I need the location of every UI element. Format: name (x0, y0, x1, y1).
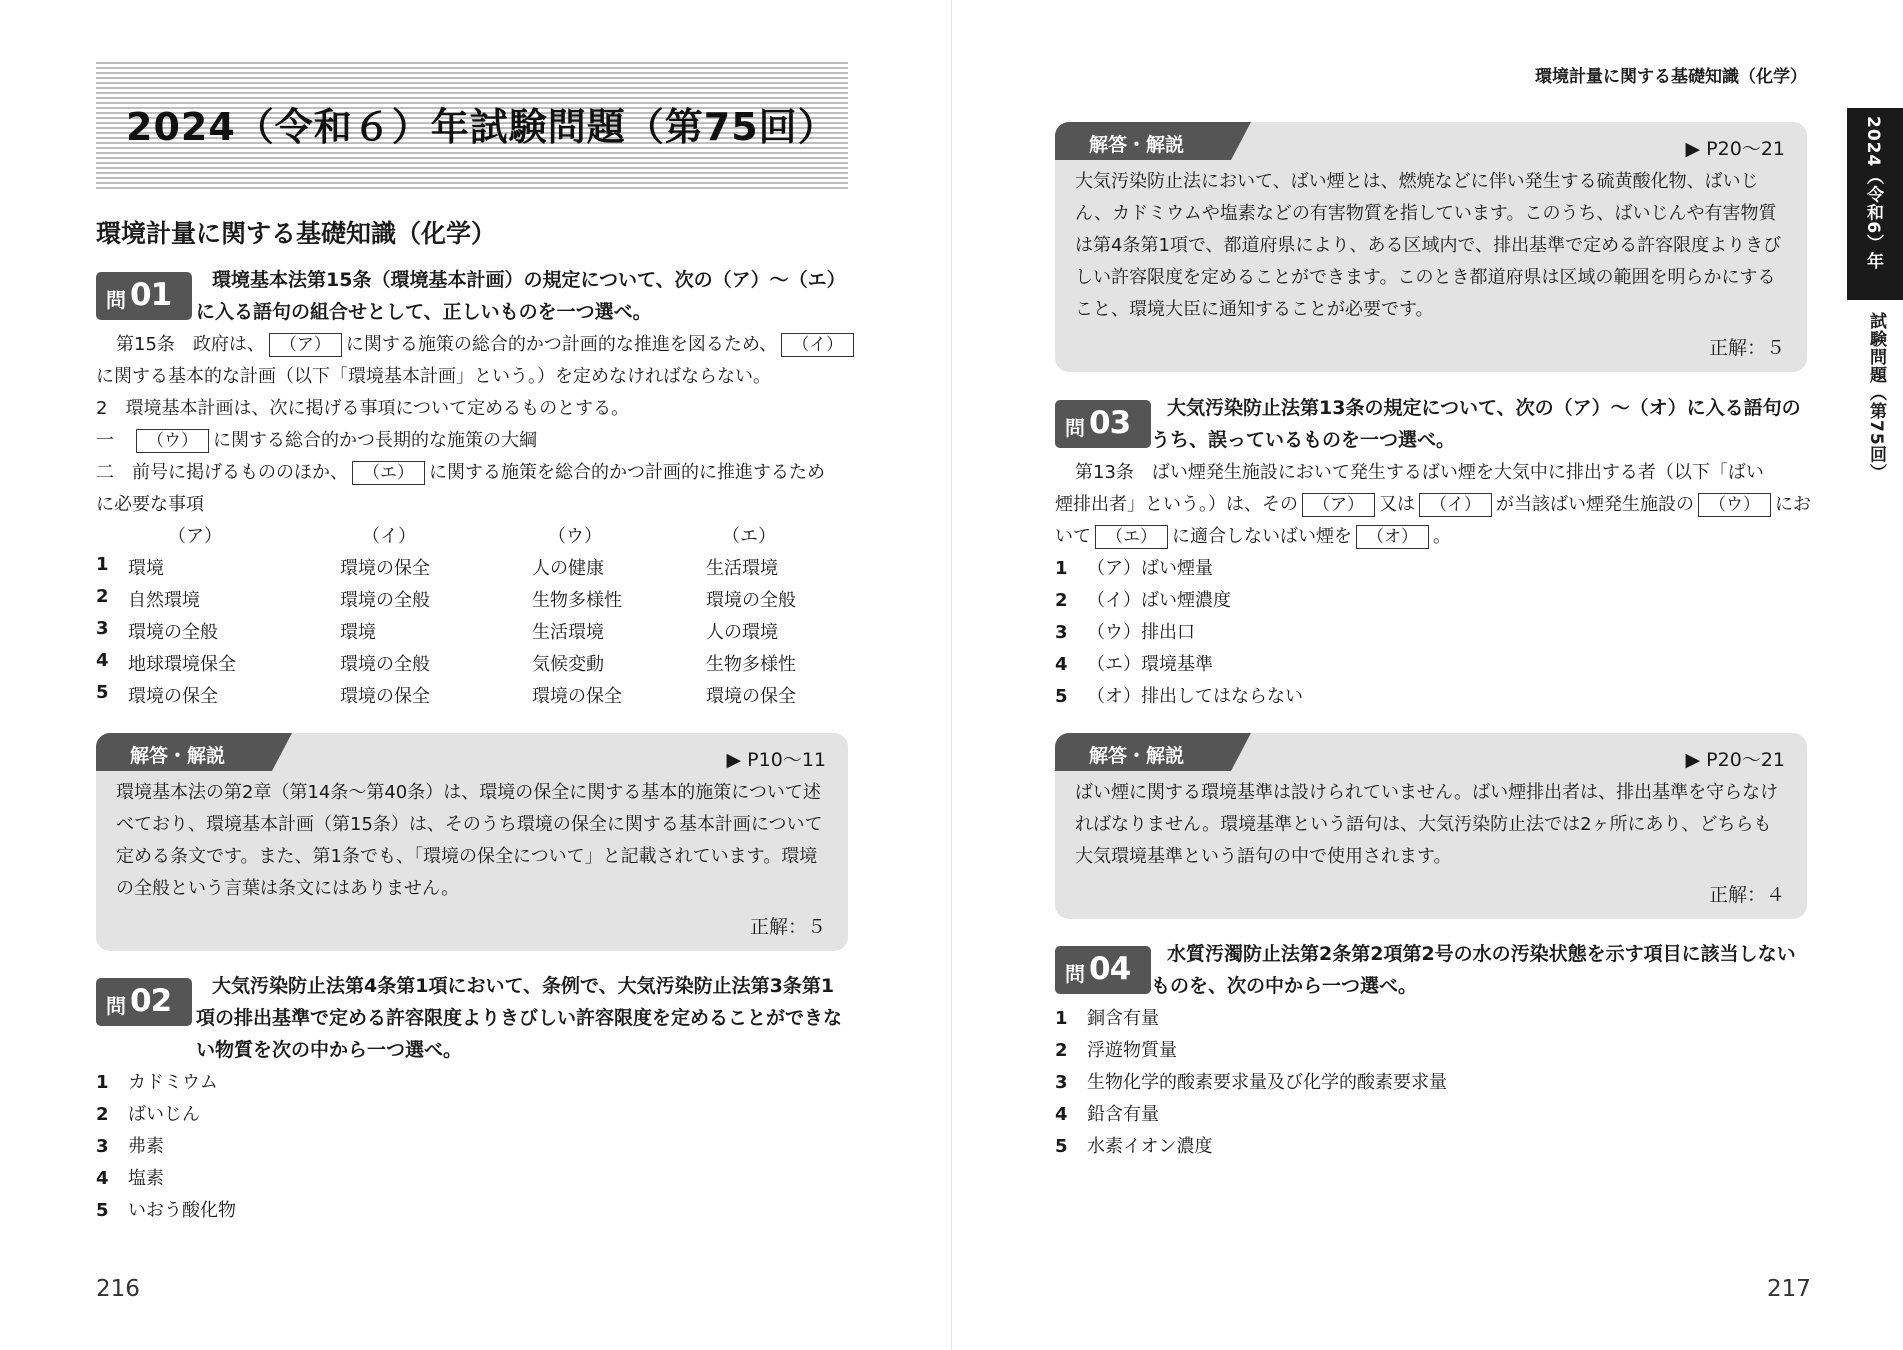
correct-answer: 正解：４ (1708, 884, 1785, 906)
blank-a: （ア） (1302, 493, 1375, 517)
answer-box-02 (1055, 122, 1807, 372)
answer-box-03 (1055, 733, 1807, 919)
title-banner (96, 62, 848, 190)
q03-line-2: 煙排出者」という。）は、その （ア） 又は （イ） が当該ばい煙発生施設の （ウ） にお (1055, 494, 1811, 515)
list-item: 1 カドミウム (96, 1072, 218, 1093)
q03-line-3: いて （エ） に適合しないばい煙を （オ） 。 (1055, 526, 1451, 547)
blank-i: （イ） (781, 333, 854, 357)
list-item: 5 （オ）排出してはならない (1055, 686, 1303, 707)
page-number-right: 217 (1767, 1276, 1811, 1302)
section-title: 環境計量に関する基礎知識（化学） (96, 219, 497, 248)
answer-tab: 解答・解説 (1055, 122, 1231, 160)
list-item: 3 弗素 (96, 1136, 164, 1157)
list-item: 4 塩素 (96, 1168, 164, 1189)
page-reference: ▶ P20～21 (1685, 138, 1785, 160)
page-number-left: 216 (96, 1276, 140, 1302)
q01-line-5: 二 前号に掲げるもののほか、 （エ） に関する施策を総合的かつ計画的に推進するため (96, 462, 825, 483)
chapter-side-tab: 2024（令和6）年 (1847, 108, 1903, 300)
running-head: 環境計量に関する基礎知識（化学） (1535, 67, 1807, 87)
list-item: 2 （イ）ばい煙濃度 (1055, 590, 1231, 611)
question-badge-01: 問 01 (96, 272, 192, 320)
list-item: 1 （ア）ばい煙量 (1055, 558, 1213, 579)
list-item: 5 いおう酸化物 (96, 1200, 236, 1221)
list-item: 2 浮遊物質量 (1055, 1040, 1177, 1061)
list-item: 5 水素イオン濃度 (1055, 1136, 1213, 1157)
list-item: 3 （ウ）排出口 (1055, 622, 1195, 643)
q03-line-1: 第13条 ばい煙発生施設において発生するばい煙を大気中に排出する者（以下「ばい (1075, 462, 1764, 483)
blank-e: （エ） (1095, 525, 1168, 549)
q01-choice-table: （ア） （イ） （ウ） （エ） 1 環境 環境の保全 人の健康 生活環境 2 自然環境 環境の全般 生物多様性 環境の全般 3 環境の全般 環境 生活環境 人の環境 4 地球環境保全 環境の全般 気候変動 生物多様性 5 環境の保全 環境の保全 環境の保全 環境の保全 (96, 526, 796, 707)
blank-e: （エ） (352, 461, 425, 485)
q01-line-4: 一 （ウ） に関する総合的かつ長期的な施策の大綱 (96, 430, 537, 451)
blank-u: （ウ） (136, 429, 209, 453)
question-04-text: 水質汚濁防止法第2条第2項第2号の水の汚染状態を示す項目に該当しないものを、次の中から一つ選べ。 (1151, 943, 1796, 997)
correct-answer: 正解：５ (749, 916, 826, 938)
page-title: 2024（令和６）年試験問題（第75回） (126, 105, 837, 149)
list-item: 3 生物化学的酸素要求量及び化学的酸素要求量 (1055, 1072, 1447, 1093)
page-reference: ▶ P10～11 (726, 749, 826, 771)
right-page (951, 0, 1903, 1350)
q01-line-6: に必要な事項 (96, 494, 204, 515)
q01-line-1: 第15条 政府は、 （ア） に関する施策の総合的かつ計画的な推進を図るため、 （イ） (116, 330, 858, 357)
question-badge-04: 問 04 (1055, 946, 1151, 994)
blank-i: （イ） (1419, 493, 1492, 517)
left-page (0, 0, 951, 1350)
list-item: 4 鉛含有量 (1055, 1104, 1159, 1125)
answer-tab: 解答・解説 (96, 733, 272, 771)
question-02-text: 大気汚染防止法第4条第1項において、条例で、大気汚染防止法第3条第1項の排出基準で定める許容限度よりきびしい許容限度を定めることができない物質を次の中から一つ選べ。 (196, 975, 843, 1061)
answer-explanation: 環境基本法の第2章（第14条～第40条）は、環境の保全に関する基本的施策について述べており、環境基本計画（第15条）は、そのうち環境の保全に関する基本計画について定める条文です。また、第1条でも、「環境の保全について」と記載されています。環境の全般という言葉は条文にはありません。 (116, 782, 823, 899)
answer-box-01 (96, 733, 848, 951)
correct-answer: 正解：５ (1708, 337, 1785, 359)
list-item: 4 （エ）環境基準 (1055, 654, 1213, 675)
list-item: 2 ばいじん (96, 1104, 200, 1125)
answer-explanation: 大気汚染防止法において、ばい煙とは、燃焼などに伴い発生する硫黄酸化物、ばいじん、カドミウムや塩素などの有害物質を指しています。このうち、ばいじんや有害物質は第4条第1項で、都道府県により、ある区域内で、排出基準で定める許容限度よりきびしい許容限度を定めることができます。このとき都道府県は区域の範囲を明らかにすること、環境大臣に通知することが必要です。 (1075, 171, 1782, 320)
blank-o: （オ） (1356, 525, 1429, 549)
list-item: 1 銅含有量 (1055, 1008, 1159, 1029)
question-badge-02: 問 02 (96, 978, 192, 1026)
q01-line-3: 2 環境基本計画は、次に掲げる事項について定めるものとする。 (96, 398, 630, 419)
answer-explanation: ばい煙に関する環境基準は設けられていません。ばい煙排出者は、排出基準を守らなければなりません。環境基準という語句は、大気汚染防止法では2ヶ所にあり、どちらも大気環境基準という語句の中で使用されます。 (1075, 782, 1779, 867)
blank-a: （ア） (269, 333, 342, 357)
question-01-text: 環境基本法第15条（環境基本計画）の規定について、次の（ア）～（エ）に入る語句の組合せとして、正しいものを一つ選べ。 (196, 269, 846, 323)
blank-u: （ウ） (1698, 493, 1771, 517)
answer-tab: 解答・解説 (1055, 733, 1231, 771)
chapter-side-label: 試験問題（第75回） (1866, 312, 1886, 482)
question-badge-03: 問 03 (1055, 400, 1151, 448)
q01-line-2: に関する基本的な計画（以下「環境基本計画」という。）を定めなければならない。 (96, 366, 771, 387)
page-reference: ▶ P20～21 (1685, 749, 1785, 771)
question-03-text: 大気汚染防止法第13条の規定について、次の（ア）～（オ）に入る語句のうち、誤っているものを一つ選べ。 (1151, 397, 1801, 451)
